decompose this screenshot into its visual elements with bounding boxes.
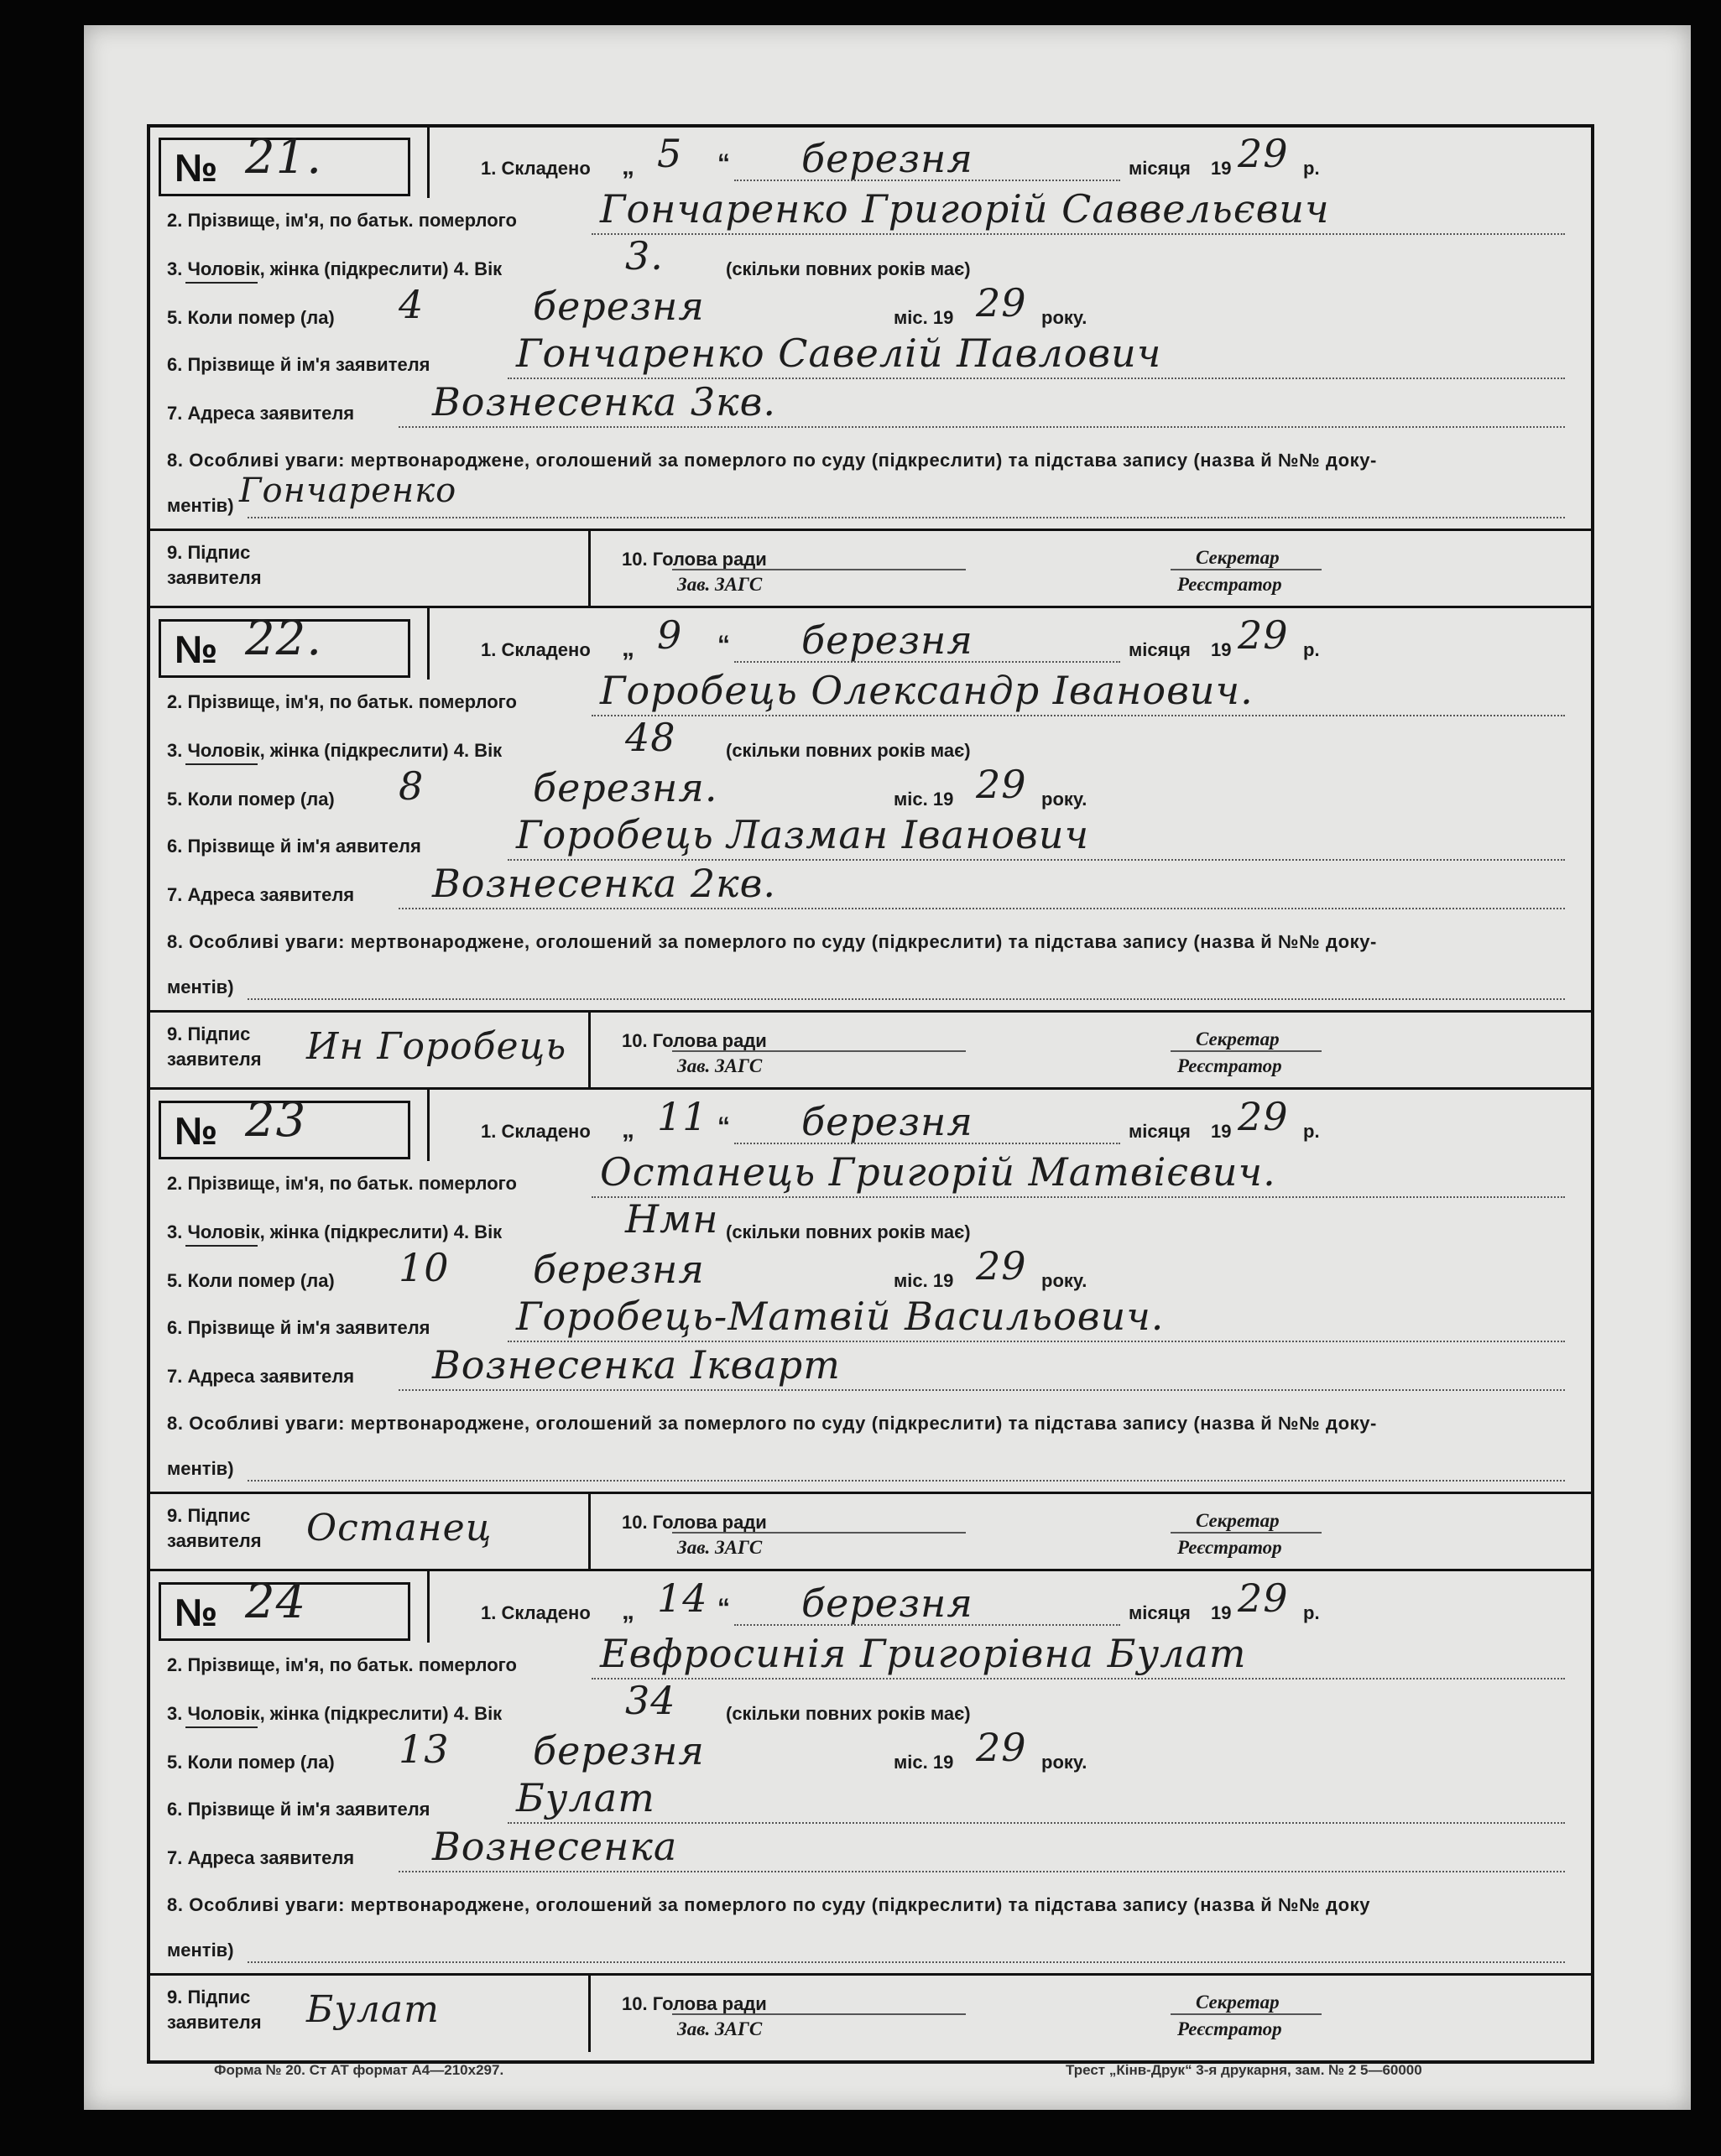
applicant-address: Вознесенка 2кв. [432, 861, 777, 906]
footer-printer: Трест „Кінв-Друк“ 3-я друкарня, зам. № 2 5—60000 [1066, 2062, 1422, 2078]
registrar-label: Реєстратор [1177, 574, 1282, 595]
surname-label: 2. Прізвище, ім'я, по батьк. померлого [167, 210, 517, 231]
deceased-name: Евфросинія Григорівна Булат [600, 1631, 1247, 1676]
quote-open: „ [622, 1597, 634, 1625]
notes-label: 8. Особливі уваги: мертвонароджене, оголошений за померлого по суду (підкреслити) та підстава запису (назва й №№ доку- [167, 450, 1377, 471]
deceased-age: 3. [625, 233, 664, 279]
death-month: березня [533, 284, 705, 329]
quote-open: „ [622, 153, 634, 180]
composed-label: 1. Складено [481, 639, 591, 660]
applicant-address: Вознесенка Ікварт [432, 1342, 841, 1388]
address-dotline [399, 908, 1565, 909]
applicant-name: Гончаренко Савелій Павлович [516, 331, 1162, 376]
composed-year: 29 [1238, 612, 1289, 658]
head-label-2: Зав. ЗАГС [677, 574, 763, 595]
address-dotline [399, 426, 1565, 428]
composed-dotline [734, 1624, 1120, 1626]
notes-dotline [248, 1961, 1565, 1963]
month-label: місяця [1129, 639, 1191, 660]
number-sign: № [175, 1109, 218, 1153]
record-number: 23 [245, 1093, 307, 1148]
death-mis-label: міс. 19 [894, 307, 954, 328]
name-dotline [592, 233, 1565, 235]
record-top-line [147, 1087, 1594, 1090]
composed-dotline [734, 1143, 1120, 1144]
composed-label: 1. Складено [481, 1121, 591, 1142]
sex-age-label: 3. Чоловік, жінка (підкреслити) 4. Вік [167, 740, 503, 761]
applicant-signature: Ин Горобець [306, 1025, 567, 1068]
notes-label: 8. Особливі уваги: мертвонароджене, оголошений за померлого по суду (підкреслити) та підстава запису (назва й №№ доку- [167, 931, 1377, 952]
signature-divider [588, 1492, 591, 1570]
death-roku-label: року. [1041, 789, 1087, 810]
secretary-dotline [1171, 569, 1322, 570]
death-month: березня [533, 1247, 705, 1292]
composed-year: 29 [1238, 1094, 1289, 1139]
death-month: березня [533, 1728, 705, 1773]
male-underline [185, 282, 258, 284]
quote-close: “ [717, 1594, 730, 1622]
composed-day: 14 [657, 1575, 708, 1621]
applicant-signature: Булат [306, 1988, 440, 2031]
year-suffix: р. [1303, 1121, 1320, 1142]
notes-cont-label: ментів) [167, 1458, 234, 1479]
name-dotline [592, 715, 1565, 716]
applicant-label: 6. Прізвище й ім'я аявителя [167, 836, 421, 857]
applicant-signature: Останец [306, 1507, 493, 1549]
number-divider [427, 1570, 430, 1643]
full-years-label: (скільки повних років має) [726, 740, 971, 761]
head-dotline [672, 1050, 966, 1052]
deceased-age: 34 [625, 1678, 676, 1723]
deceased-name: Горобець Олександр Іванович. [600, 668, 1254, 713]
notes-label: 8. Особливі уваги: мертвонароджене, оголошений за померлого по суду (підкреслити) та підстава запису (назва й №№ доку [167, 1894, 1371, 1915]
record-top-line [147, 606, 1594, 608]
year-suffix: р. [1303, 639, 1320, 660]
composed-day: 11 [657, 1094, 708, 1139]
composed-label: 1. Складено [481, 158, 591, 179]
sign-label-2: заявителя [167, 1049, 262, 1070]
signature-top-line [147, 1492, 1594, 1494]
quote-close: “ [717, 631, 730, 659]
notes-dotline [248, 1480, 1565, 1482]
applicant-label: 6. Прізвище й ім'я заявителя [167, 1799, 430, 1820]
sex-age-label: 3. Чоловік, жінка (підкреслити) 4. Вік [167, 1221, 503, 1242]
applicant-name: Горобець Лазман Іванович [516, 812, 1090, 857]
applicant-address: Вознесенка 3кв. [432, 379, 777, 424]
quote-close: “ [717, 149, 730, 177]
composed-dotline [734, 661, 1120, 663]
month-label: місяця [1129, 1602, 1191, 1623]
sign-label-1: 9. Підпис [167, 1023, 251, 1044]
death-mis-label: міс. 19 [894, 1270, 954, 1291]
signature-top-line [147, 1973, 1594, 1976]
year-prefix: 19 [1211, 1121, 1232, 1142]
death-date-label: 5. Коли помер (ла) [167, 307, 335, 328]
quote-open: „ [622, 634, 634, 662]
applicant-label: 6. Прізвище й ім'я заявителя [167, 354, 430, 375]
deceased-age: Нмн [625, 1196, 719, 1242]
signature-divider [588, 1973, 591, 2052]
death-year: 29 [976, 762, 1027, 807]
notes-cont-label: ментів) [167, 976, 234, 997]
number-sign: № [175, 1591, 218, 1634]
death-day: 8 [399, 763, 425, 809]
death-month: березня. [533, 765, 718, 810]
name-dotline [592, 1196, 1565, 1198]
notes-dotline [248, 998, 1565, 1000]
footer-form-code: Форма № 20. Ст АТ формат А4—210х297. [214, 2062, 504, 2078]
record-number-box [159, 130, 410, 196]
sign-label-2: заявителя [167, 2012, 262, 2033]
secretary-label: Секретар [1196, 1992, 1280, 2013]
male-underline [185, 1245, 258, 1247]
head-label-2: Зав. ЗАГС [677, 1055, 763, 1076]
signature-top-line [147, 529, 1594, 531]
composed-dotline [734, 180, 1120, 181]
composed-month: березня [801, 617, 973, 663]
address-label: 7. Адреса заявителя [167, 884, 355, 905]
record-top-line [147, 1569, 1594, 1571]
sex-age-label: 3. Чоловік, жінка (підкреслити) 4. Вік [167, 1703, 503, 1724]
surname-label: 2. Прізвище, ім'я, по батьк. померлого [167, 691, 517, 712]
death-year: 29 [976, 280, 1027, 325]
death-day: 4 [399, 282, 425, 327]
secretary-dotline [1171, 2013, 1322, 2015]
applicant-name: Булат [516, 1775, 655, 1820]
sign-label-1: 9. Підпис [167, 1505, 251, 1526]
surname-label: 2. Прізвище, ім'я, по батьк. померлого [167, 1173, 517, 1194]
deceased-name: Останець Григорій Матвієвич. [600, 1149, 1276, 1195]
death-year: 29 [976, 1725, 1027, 1770]
month-label: місяця [1129, 1121, 1191, 1142]
notes-cont-label: ментів) [167, 495, 234, 516]
number-divider [427, 1089, 430, 1161]
address-label: 7. Адреса заявителя [167, 403, 355, 424]
number-divider [427, 126, 430, 198]
head-label-1: 10. Голова ради [622, 549, 767, 570]
sex-age-label: 3. Чоловік, жінка (підкреслити) 4. Вік [167, 258, 503, 279]
head-label-1: 10. Голова ради [622, 1993, 767, 2014]
year-prefix: 19 [1211, 158, 1232, 179]
death-day: 13 [399, 1726, 450, 1772]
notes-cont-label: ментів) [167, 1940, 234, 1961]
full-years-label: (скільки повних років має) [726, 258, 971, 279]
signature-divider [588, 1010, 591, 1089]
death-mis-label: міс. 19 [894, 1752, 954, 1773]
secretary-label: Секретар [1196, 547, 1280, 568]
head-label-1: 10. Голова ради [622, 1030, 767, 1051]
year-prefix: 19 [1211, 639, 1232, 660]
death-roku-label: року. [1041, 1752, 1087, 1773]
death-date-label: 5. Коли помер (ла) [167, 1752, 335, 1773]
composed-day: 9 [657, 612, 683, 658]
deceased-name: Гончаренко Григорій Саввельєвич [600, 186, 1330, 232]
sign-label-2: заявителя [167, 567, 262, 588]
record-number: 24 [245, 1575, 307, 1629]
death-record [147, 1089, 1594, 1570]
year-suffix: р. [1303, 158, 1320, 179]
composed-day: 5 [657, 131, 683, 176]
year-suffix: р. [1303, 1602, 1320, 1623]
signature-top-line [147, 1010, 1594, 1013]
head-label-2: Зав. ЗАГС [677, 1537, 763, 1558]
head-dotline [672, 1532, 966, 1534]
signature-divider [588, 529, 591, 607]
death-record [147, 126, 1594, 607]
year-prefix: 19 [1211, 1602, 1232, 1623]
month-label: місяця [1129, 158, 1191, 179]
male-underline [185, 1726, 258, 1728]
applicant-address: Вознесенка [432, 1824, 678, 1869]
number-sign: № [175, 146, 218, 190]
record-number: 22. [245, 612, 323, 666]
registrar-label: Реєстратор [1177, 1055, 1282, 1076]
head-dotline [672, 2013, 966, 2015]
male-underline [185, 763, 258, 765]
applicant-label: 6. Прізвище й ім'я заявителя [167, 1317, 430, 1338]
name-dotline [592, 1678, 1565, 1679]
composed-year: 29 [1238, 1575, 1289, 1621]
record-number-box [159, 612, 410, 678]
registrar-label: Реєстратор [1177, 1537, 1282, 1558]
number-divider [427, 607, 430, 680]
quote-open: „ [622, 1116, 634, 1143]
quote-close: “ [717, 1112, 730, 1140]
head-dotline [672, 569, 966, 570]
composed-label: 1. Складено [481, 1602, 591, 1623]
record-number-box [159, 1093, 410, 1159]
head-label-2: Зав. ЗАГС [677, 2018, 763, 2039]
composed-year: 29 [1238, 131, 1289, 176]
secretary-label: Секретар [1196, 1029, 1280, 1049]
sign-label-2: заявителя [167, 1530, 262, 1551]
death-date-label: 5. Коли помер (ла) [167, 1270, 335, 1291]
applicant-name: Горобець-Матвій Васильович. [516, 1294, 1165, 1339]
secretary-dotline [1171, 1532, 1322, 1534]
address-label: 7. Адреса заявителя [167, 1366, 355, 1387]
head-label-1: 10. Голова ради [622, 1512, 767, 1533]
death-record [147, 607, 1594, 1089]
record-number: 21. [245, 130, 323, 185]
full-years-label: (скільки повних років має) [726, 1703, 971, 1724]
address-dotline [399, 1389, 1565, 1391]
address-dotline [399, 1871, 1565, 1872]
sign-label-1: 9. Підпис [167, 1987, 251, 2008]
full-years-label: (скільки повних років має) [726, 1221, 971, 1242]
secretary-label: Секретар [1196, 1510, 1280, 1531]
notes-documents: Гончаренко [239, 471, 457, 510]
death-record [147, 1570, 1594, 2052]
death-mis-label: міс. 19 [894, 789, 954, 810]
deceased-age: 48 [625, 715, 676, 760]
notes-dotline [248, 517, 1565, 518]
death-roku-label: року. [1041, 1270, 1087, 1291]
sign-label-1: 9. Підпис [167, 542, 251, 563]
death-date-label: 5. Коли помер (ла) [167, 789, 335, 810]
record-number-box [159, 1575, 410, 1641]
death-day: 10 [399, 1245, 450, 1290]
composed-month: березня [801, 1581, 973, 1626]
secretary-dotline [1171, 1050, 1322, 1052]
surname-label: 2. Прізвище, ім'я, по батьк. померлого [167, 1654, 517, 1675]
address-label: 7. Адреса заявителя [167, 1847, 355, 1868]
composed-month: березня [801, 136, 973, 181]
composed-month: березня [801, 1099, 973, 1144]
death-roku-label: року. [1041, 307, 1087, 328]
number-sign: № [175, 628, 218, 671]
registrar-label: Реєстратор [1177, 2018, 1282, 2039]
notes-label: 8. Особливі уваги: мертвонароджене, оголошений за померлого по суду (підкреслити) та підстава запису (назва й №№ доку- [167, 1413, 1377, 1434]
death-year: 29 [976, 1243, 1027, 1289]
